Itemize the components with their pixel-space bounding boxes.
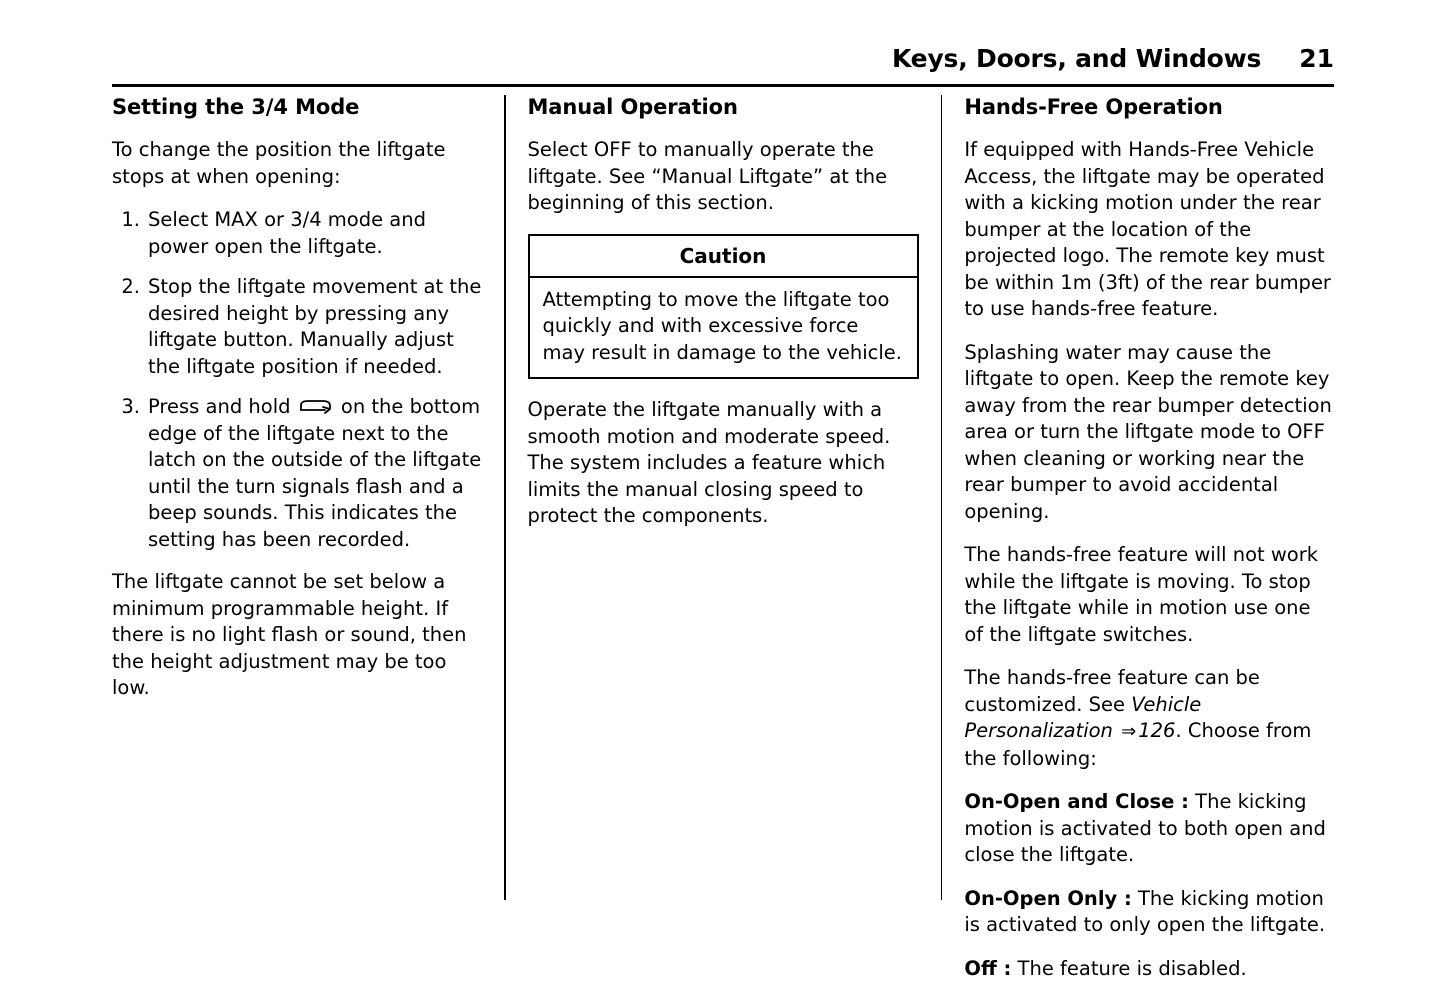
option-term: On-Open Only : xyxy=(964,887,1131,910)
option-off xyxy=(964,956,1334,982)
left-closing-paragraph: The liftgate cannot be set below a minimum programmable height. If there is no light flash or sound, then the height adjustment may be too low. xyxy=(112,569,482,702)
liftgate-icon xyxy=(299,399,333,416)
option-description: The kicking motion is activated to only open the liftgate. xyxy=(964,887,1325,937)
cross-ref-arrow-icon: ⇒ xyxy=(1119,721,1138,742)
content-columns xyxy=(112,95,1334,905)
column-divider-2 xyxy=(941,95,943,900)
left-column xyxy=(112,95,482,905)
cross-ref-page: 126 xyxy=(1138,719,1175,742)
right-column-heading: Hands-Free Operation xyxy=(964,95,1334,119)
option-on-open-and-close xyxy=(964,789,1334,869)
column-divider-1 xyxy=(504,95,506,900)
cross-ref-trailing-text: . Choose from the following: xyxy=(964,719,1311,770)
option-description: The kicking motion is activated to both open and close the liftgate. xyxy=(964,790,1326,866)
step-text: Select MAX or 3/4 mode and power open the liftgate. xyxy=(148,208,426,258)
page-header xyxy=(112,44,1334,73)
option-term: On-Open and Close : xyxy=(964,790,1189,813)
right-paragraph-2: Splashing water may cause the liftgate to open. Keep the remote key away from the rear bumper detection area or turn the liftgate mode to OFF when cleaning or working near the rear bumper to avoid accidental opening. xyxy=(964,340,1334,526)
right-paragraph-1: If equipped with Hands-Free Vehicle Access, the liftgate may be operated with a kicking motion under the rear bumper at the location of the projected logo. The remote key must be within 1m (3ft) of the rear bumper to use hands-free feature. xyxy=(964,137,1334,323)
step-number: 2. xyxy=(114,274,140,301)
header-title: Keys, Doors, and Windows xyxy=(892,44,1261,73)
left-column-heading: Setting the 3/4 Mode xyxy=(112,95,482,119)
left-intro-paragraph: To change the position the liftgate stops at when opening: xyxy=(112,137,482,190)
list-item xyxy=(112,207,482,260)
right-column xyxy=(964,95,1334,905)
middle-column xyxy=(528,95,919,905)
middle-column-heading: Manual Operation xyxy=(528,95,919,119)
step-text-before-icon: Press and hold xyxy=(148,395,291,418)
right-paragraph-4 xyxy=(964,665,1334,772)
option-term: Off : xyxy=(964,957,1011,980)
list-item xyxy=(112,394,482,553)
caution-box xyxy=(528,234,919,380)
step-number: 1. xyxy=(114,207,140,234)
step-text-after-icon: on the bottom edge of the liftgate next to the latch on the outside of the liftgate until the turn signals flash and a beep sounds. This indicates the setting has been recorded. xyxy=(148,395,481,551)
page-number: 21 xyxy=(1299,44,1334,73)
right-paragraph-3: The hands-free feature will not work while the liftgate is moving. To stop the liftgate while in motion use one of the liftgate switches. xyxy=(964,542,1334,648)
cross-ref-title: Vehicle Personalization xyxy=(964,693,1201,743)
option-description: The feature is disabled. xyxy=(1018,957,1247,980)
middle-paragraph-2: Operate the liftgate manually with a smooth motion and moderate speed. The system includes a feature which limits the manual closing speed to protect the components. xyxy=(528,397,919,530)
left-steps-list xyxy=(112,207,482,553)
list-item xyxy=(112,274,482,380)
option-on-open-only xyxy=(964,886,1334,939)
caution-body-text: Attempting to move the liftgate too quickly and with excessive force may result in damage to the vehicle. xyxy=(530,278,917,378)
step-text: Stop the liftgate movement at the desired height by pressing any liftgate button. Manually adjust the liftgate position if needed. xyxy=(148,275,481,378)
cross-ref-lead-text: The hands-free feature can be customized. See xyxy=(964,666,1260,716)
step-number: 3. xyxy=(114,394,140,421)
header-divider xyxy=(112,84,1334,87)
caution-heading: Caution xyxy=(530,236,917,278)
middle-paragraph-1: Select OFF to manually operate the liftgate. See “Manual Liftgate” at the beginning of this section. xyxy=(528,137,919,217)
